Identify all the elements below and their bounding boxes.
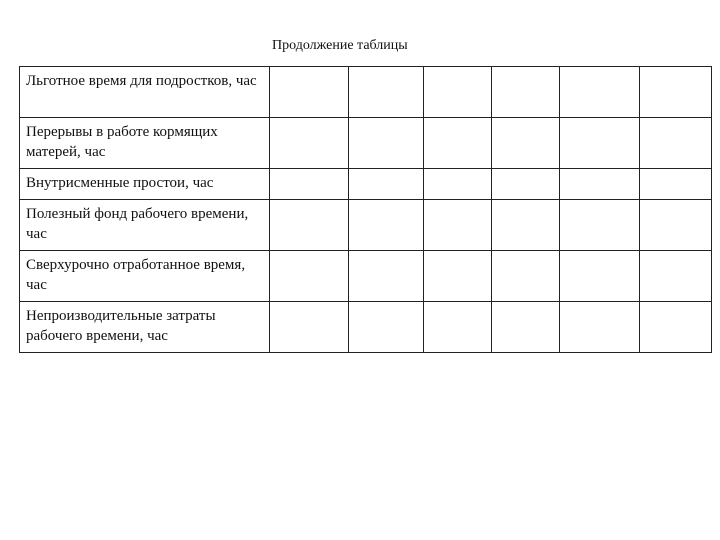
empty-cell [640,169,712,200]
row-label: Непроизводительные затраты рабочего времени, час [20,302,270,353]
empty-cell [424,169,492,200]
empty-cell [640,251,712,302]
empty-cell [270,169,349,200]
empty-cell [560,169,640,200]
empty-cell [492,251,560,302]
empty-cell [492,169,560,200]
table-row [20,302,712,353]
empty-cell [560,251,640,302]
row-label: Полезный фонд рабочего времени, час [20,200,270,251]
empty-cell [349,302,424,353]
empty-cell [492,67,560,118]
empty-cell [640,302,712,353]
empty-cell [640,118,712,169]
empty-cell [349,118,424,169]
empty-cell [349,251,424,302]
row-label: Внутрисменные простои, час [20,169,270,200]
empty-cell [560,67,640,118]
empty-cell [349,200,424,251]
table-row [20,118,712,169]
empty-cell [270,251,349,302]
row-label: Льготное время для подростков, час [20,67,270,118]
empty-cell [492,200,560,251]
empty-cell [424,67,492,118]
empty-cell [492,302,560,353]
empty-cell [492,118,560,169]
empty-cell [270,200,349,251]
empty-cell [270,302,349,353]
empty-cell [424,302,492,353]
empty-cell [349,67,424,118]
empty-cell [640,200,712,251]
empty-cell [424,118,492,169]
table-row [20,169,712,200]
empty-cell [560,200,640,251]
table-row [20,200,712,251]
table-caption: Продолжение таблицы [272,38,408,53]
empty-cell [560,118,640,169]
empty-cell [270,118,349,169]
table-row [20,67,712,118]
empty-cell [424,251,492,302]
empty-cell [560,302,640,353]
data-table [19,66,712,353]
row-label: Сверхурочно отработанное время, час [20,251,270,302]
empty-cell [640,67,712,118]
table-row [20,251,712,302]
empty-cell [424,200,492,251]
empty-cell [349,169,424,200]
empty-cell [270,67,349,118]
row-label: Перерывы в работе кормящих матерей, час [20,118,270,169]
